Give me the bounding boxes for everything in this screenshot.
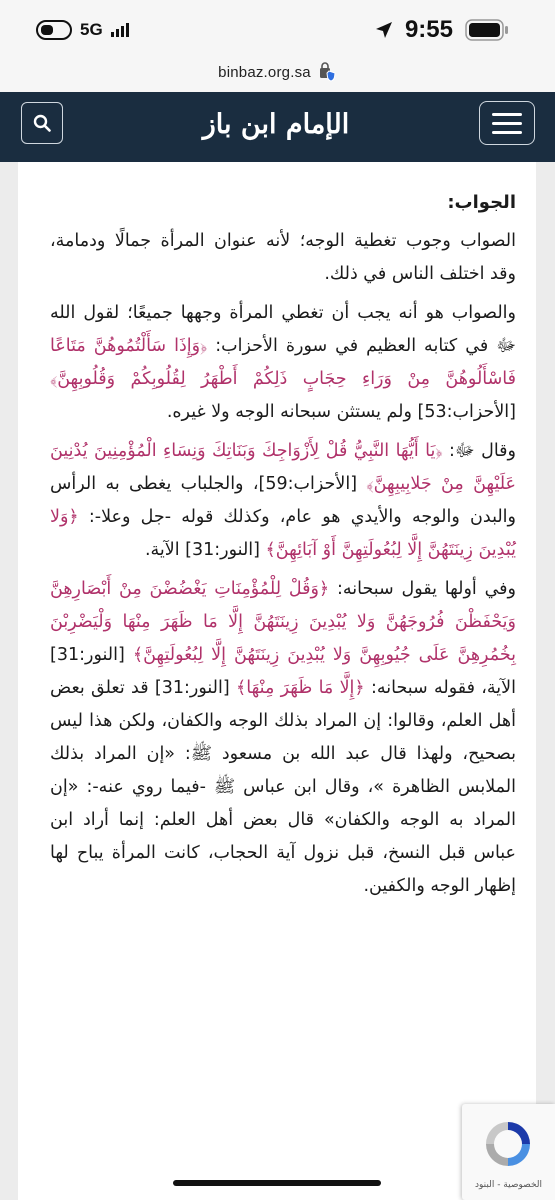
article-card	[18, 162, 536, 1200]
signal-bars-icon	[111, 23, 129, 37]
content-area	[0, 162, 555, 1200]
site-logo[interactable]	[186, 104, 366, 144]
quran-verse: ﴿وَلا يُبْدِينَ زِينَتَهُنَّ إِلَّا لِبُعُولَتِهِنَّ أَوْ آبَائِهِنَّ﴾	[50, 507, 516, 560]
article-paragraph	[50, 573, 516, 903]
url-text[interactable]: binbaz.org.sa	[218, 63, 311, 81]
network-label: 5G	[80, 20, 103, 39]
recaptcha-icon	[482, 1118, 534, 1170]
recaptcha-privacy-terms[interactable]: الخصوصية - البنود	[475, 1180, 542, 1190]
paragraph-text: [النور:31] الآية.	[144, 540, 266, 560]
paragraph-text: [النور:31] الآية، فقوله سبحانه:	[50, 645, 516, 698]
paragraph-text: وقال ﷻ:	[442, 441, 516, 461]
status-bar	[0, 0, 555, 52]
search-icon	[33, 114, 51, 132]
quran-verse: ﴿وَإِذَا سَأَلْتُمُوهُنَّ مَتَاعًا فَاسْأَلُوهُنَّ مِنْ وَرَاءِ حِجَابٍ ذَلِكُمْ أَطْهَرُ لِقُلُوبِكُمْ وَقُلُوبِهِنَّ﴾	[50, 336, 516, 389]
home-indicator	[173, 1180, 381, 1186]
status-time: 9:55	[404, 16, 453, 43]
status-left	[36, 20, 129, 40]
site-privacy-icon[interactable]	[317, 62, 337, 82]
article-paragraph	[50, 225, 516, 291]
recaptcha-badge[interactable]	[462, 1104, 555, 1200]
search-button[interactable]	[21, 102, 63, 144]
url-bar[interactable]	[0, 52, 555, 92]
article-paragraph	[50, 297, 516, 429]
site-logo-text: الإمام ابن باز	[202, 108, 350, 140]
site-header	[0, 92, 555, 162]
hamburger-menu-icon[interactable]	[479, 101, 535, 145]
paragraph-text: [الأحزاب:59]، والجلباب يغطى به الرأس والبدن والوجه والأيدي هو عام، وكذلك قوله -جل وعلا-:	[50, 474, 516, 527]
paragraph-text: وفي أولها يقول سبحانه:	[329, 579, 516, 599]
quran-verse: ﴿يَا أَيُّهَا النَّبِيُّ قُلْ لِأَزْوَاجِكَ وَبَنَاتِكَ وَنِسَاءِ الْمُؤْمِنِينَ يُدْنِينَ عَلَيْهِنَّ مِنْ جَلابِيبِهِنَّ﴾	[50, 441, 516, 494]
quran-verse: ﴿وَقُلْ لِلْمُؤْمِنَاتِ يَغْضُضْنَ مِنْ أَبْصَارِهِنَّ وَيَحْفَظْنَ فُرُوجَهُنَّ وَلا يُبْدِينَ زِينَتَهُنَّ إِلَّا مَا ظَهَرَ مِنْهَا وَلْيَضْرِبْنَ بِخُمُرِهِنَّ عَلَى جُيُوبِهِنَّ وَلا يُبْدِينَ زِينَتَهُنَّ إِلَّا لِبُعُولَتِهِنَّ﴾	[50, 579, 516, 665]
paragraph-text: الصواب وجوب تغطية الوجه؛ لأنه عنوان المرأة جمالًا ودمامة، وقد اختلف الناس في ذلك.	[50, 231, 516, 284]
article-paragraphs	[50, 225, 516, 903]
paragraph-text: والصواب هو أنه يجب أن تغطي المرأة وجهها جميعًا؛ لقول الله ﷻ في كتابه العظيم في سورة الأحزاب:	[50, 303, 516, 356]
article-body	[50, 186, 516, 909]
quran-verse: ﴿إِلَّا مَا ظَهَرَ مِنْهَا﴾	[236, 678, 365, 698]
paragraph-text: [النور:31] قد تعلق بعض أهل العلم، وقالوا: إن المراد بذلك الوجه والكفان، ولكن هذا ليس بصحيح، ولهذا قال عبد الله بن مسعود ﷺ: «إن المراد بذلك الملابس الظاهرة »، وقال ابن عباس ﷺ -فيما روي عنه-: «إن المراد به الوجه والكفان» قال بعض أهل العلم: إنما أراد ابن عباس قبل النسخ، قبل نزول آية الحجاب، كانت المرأة يباح لها إظهار الوجه والكفين.	[50, 678, 516, 896]
article-paragraph	[50, 435, 516, 567]
sim-pill-icon	[36, 20, 72, 40]
location-arrow-icon	[375, 21, 393, 39]
paragraph-text: [الأحزاب:53] ولم يستثن سبحانه الوجه ولا غيره.	[166, 402, 516, 422]
answer-heading: الجواب:	[447, 192, 516, 213]
battery-icon	[465, 19, 509, 41]
status-right	[375, 16, 509, 44]
